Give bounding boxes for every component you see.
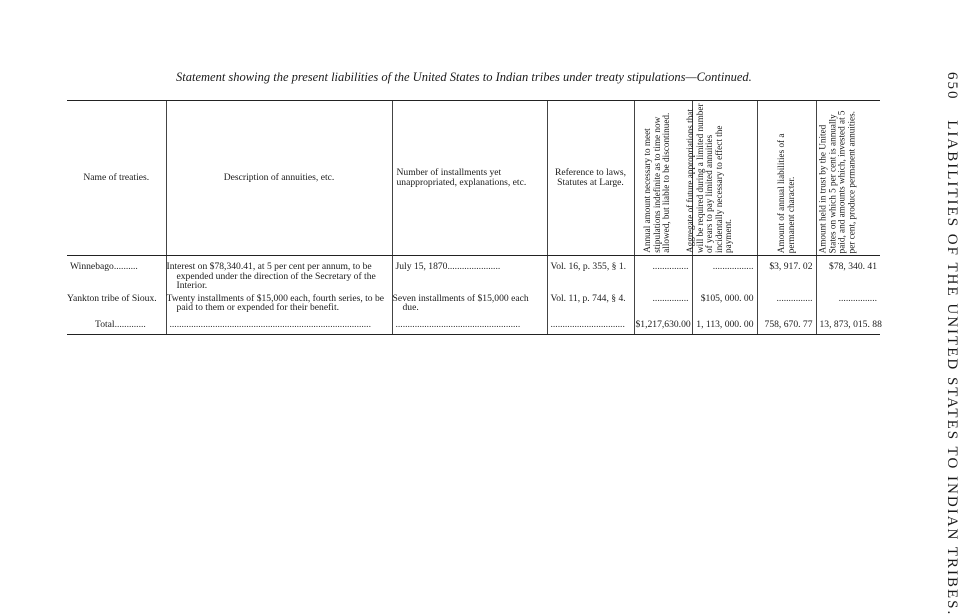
col-header-aggregate-future	[684, 101, 757, 256]
cell-total-held-in-trust: 13, 873, 015. 88	[816, 314, 880, 334]
col-header-annual-permanent	[757, 101, 816, 256]
page-number: 650	[944, 72, 960, 101]
col-header-annual-permanent-text: Amount of annual liabilities of a permanent character.	[775, 133, 795, 253]
cell-total-label: Total.............	[67, 314, 166, 334]
cell-name: Yankton tribe of Sioux.	[67, 292, 157, 304]
cell-reference: Vol. 11, p. 744, § 4.	[547, 292, 634, 314]
col-header-annual-indefinite-text: Annual amount necessary to meet stipulations indefinite as to time now allowed, but liable to be discontinued.	[642, 112, 672, 253]
cell-total-installments: ....................................................	[392, 314, 547, 334]
running-title: LIABILITIES OF THE UNITED STATES TO INDIAN TRIBES.	[944, 120, 960, 616]
liabilities-table	[67, 100, 880, 335]
col-header-name: Name of treaties.	[67, 101, 166, 256]
cell-total-annual-permanent: 758, 670. 77	[757, 314, 816, 334]
cell-annual-permanent: $3, 917. 02	[757, 256, 816, 292]
cell-annual-indefinite: ...............	[634, 292, 692, 314]
col-header-aggregate-future-text: Aggregate of future appropriations that will be required during a limited number of years to pay limited annuities incidentally necessary to effect the payment.	[684, 103, 733, 253]
cell-total-annual-indefinite: $1,217,630.00	[634, 314, 692, 334]
col-header-held-in-trust-text: Amount held in trust by the United States on which 5 per cent is annually paid, and amounts which, invested at 5 per cent, produce permanent annuities.	[817, 110, 857, 253]
cell-description: Interest on $78,340.41, at 5 per cent per annum, to be expended under the direction of the Secretary of the Interior.	[166, 256, 392, 292]
header-row	[67, 101, 880, 256]
cell-aggregate-future: $105, 000. 00	[692, 292, 757, 314]
cell-annual-permanent: ...............	[757, 292, 816, 314]
cell-name: Winnebago..........	[70, 261, 138, 272]
total-row	[67, 314, 880, 334]
cell-installments: Seven installments of $15,000 each due.	[392, 292, 547, 314]
cell-annual-indefinite: ...............	[634, 256, 692, 292]
cell-total-aggregate-future: 1, 113, 000. 00	[692, 314, 757, 334]
cell-total-reference: ...............................	[547, 314, 634, 334]
cell-total-description: ....................................................................................	[166, 314, 392, 334]
cell-reference: Vol. 16, p. 355, § 1.	[547, 256, 634, 292]
cell-held-in-trust: ................	[816, 292, 880, 314]
col-header-installments: Number of installments yet unappropriated, explanations, etc.	[392, 101, 547, 256]
col-header-description: Description of annuities, etc.	[166, 101, 392, 256]
col-header-held-in-trust	[816, 101, 880, 256]
page-title: Statement showing the present liabilities of the United States to Indian tribes under treaty stipulations—Continued.	[176, 70, 752, 84]
running-title-vertical	[936, 72, 960, 616]
cell-installments: July 15, 1870......................	[392, 256, 547, 292]
cell-description: Twenty installments of $15,000 each, fourth series, to be paid to them or expended for their benefit.	[166, 292, 392, 314]
table-row	[67, 292, 880, 314]
cell-held-in-trust: $78, 340. 41	[816, 256, 880, 292]
cell-aggregate-future: .................	[692, 256, 757, 292]
table-row	[67, 256, 880, 292]
col-header-reference: Reference to laws, Statutes at Large.	[547, 101, 634, 256]
col-header-annual-indefinite	[634, 101, 692, 256]
